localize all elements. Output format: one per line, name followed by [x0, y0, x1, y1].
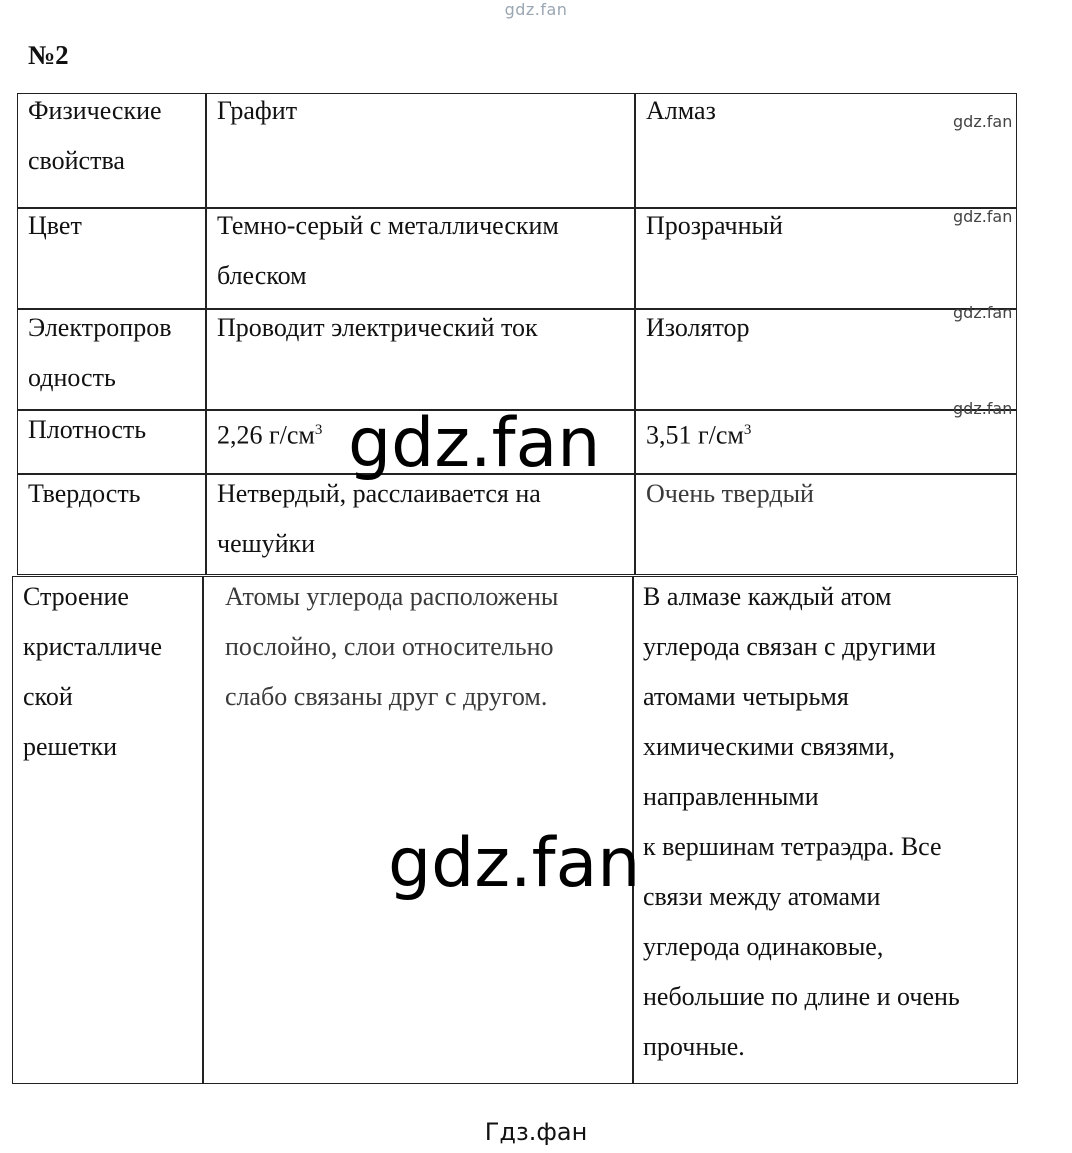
- header-diamond: Алмаз: [646, 96, 716, 125]
- row-crystal-structure-label: Строение кристалличе ской решетки: [23, 582, 163, 761]
- column-divider: [205, 94, 207, 574]
- row-color-graphite: Темно-серый с металлическим блеском: [217, 211, 559, 290]
- row-hardness-label: Твердость: [28, 479, 141, 508]
- small-watermark: gdz.fan: [953, 303, 1013, 322]
- large-watermark: gdz.fan: [348, 404, 601, 483]
- top-watermark: gdz.fan: [504, 0, 568, 19]
- column-divider: [634, 94, 636, 574]
- row-crystal-structure-graphite: Атомы углерода расположены послойно, слои относительно слабо связаны друг с другом.: [225, 582, 559, 711]
- large-watermark: gdz.fan: [388, 824, 641, 903]
- row-crystal-structure-diamond: В алмазе каждый атом углерода связан с другими атомами четырьмя химическими связями, направленными к вершинам тетраэдра. Все связи между атомами углерода одинаковые, небольшие по длине и очень прочные.: [643, 582, 960, 1061]
- footer-text: Гдз.фан: [484, 1118, 588, 1146]
- row-density-diamond: 3,51 $г/см^3$: [646, 420, 752, 450]
- small-watermark: gdz.fan: [953, 399, 1013, 418]
- row-density-graphite: 2,26 $г/см^3$: [217, 420, 323, 450]
- row-hardness-graphite: Нетвердый, расслаивается на чешуйки: [217, 479, 541, 558]
- small-watermark: gdz.fan: [953, 112, 1013, 131]
- properties-table-upper: [17, 93, 1017, 575]
- row-conductivity-graphite: Проводит электрический ток: [217, 313, 538, 342]
- small-watermark: gdz.fan: [953, 207, 1013, 226]
- row-density-label: Плотность: [28, 415, 147, 444]
- row-color-diamond: Прозрачный: [646, 211, 783, 240]
- row-conductivity-diamond: Изолятор: [646, 313, 750, 342]
- header-graphite: Графит: [217, 96, 298, 125]
- row-hardness-diamond: Очень твердый: [646, 479, 814, 508]
- column-divider: [202, 577, 204, 1083]
- superscript-cube: 3: [314, 422, 323, 438]
- task-number: №2: [28, 40, 69, 70]
- row-color-label: Цвет: [28, 211, 82, 240]
- superscript-cube: 3: [743, 422, 752, 438]
- header-physical-properties: Физические свойства: [28, 96, 162, 175]
- row-conductivity-label: Электропров одность: [28, 313, 172, 392]
